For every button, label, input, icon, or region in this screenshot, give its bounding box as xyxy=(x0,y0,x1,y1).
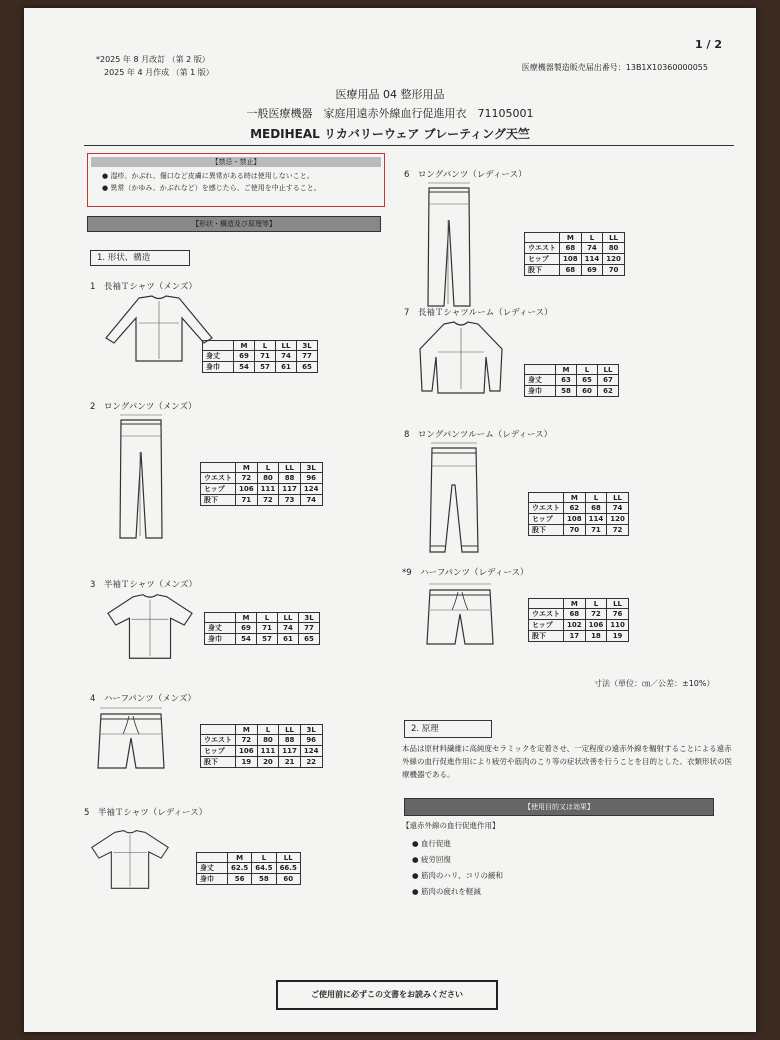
row-label: 股下 xyxy=(201,757,236,768)
table-cell: 114 xyxy=(585,514,607,525)
table-row xyxy=(529,609,629,620)
footer-notice: ご使用前に必ずこの文書をお読みください xyxy=(276,980,498,1010)
effect-list xyxy=(412,836,503,900)
table-cell: 108 xyxy=(560,254,582,265)
half-pants-icon xyxy=(96,704,166,774)
table-cell: 77 xyxy=(299,623,320,634)
garment-label: 8 ロングパンツルーム（レディース） xyxy=(404,430,553,440)
table-row xyxy=(529,631,629,642)
size-label: M xyxy=(234,341,255,351)
size-label: L xyxy=(257,463,279,473)
table-cell: 110 xyxy=(607,620,629,631)
table-cell: 96 xyxy=(300,735,322,746)
effect-item: ● 筋肉のハリ、コリの緩和 xyxy=(412,871,504,880)
size-table xyxy=(524,232,625,276)
units-note: 寸法（単位：㎝／公差：±10%） xyxy=(594,679,715,688)
garment-label: *9 ハーフパンツ（レディース） xyxy=(402,568,529,578)
table-row xyxy=(197,874,301,885)
table-cell: 72 xyxy=(236,473,258,484)
row-label: ウエスト xyxy=(525,243,560,254)
table-cell: 18 xyxy=(585,631,607,642)
table-cell: 80 xyxy=(257,473,279,484)
row-label: 股下 xyxy=(529,525,564,536)
table-cell: 60 xyxy=(276,874,300,885)
size-label: M xyxy=(564,493,586,503)
size-label: L xyxy=(257,613,278,623)
table-cell: 96 xyxy=(300,473,322,484)
size-table-wrap xyxy=(528,598,629,642)
row-label: ウエスト xyxy=(201,735,236,746)
effect-header: 【使用目的又は効果】 xyxy=(404,798,714,816)
table-cell: 57 xyxy=(257,634,278,645)
shape-header: 【形状・構造及び原理等】 xyxy=(87,216,381,232)
long-sleeve-shirt-icon xyxy=(104,292,214,364)
table-cell: 124 xyxy=(300,746,322,757)
size-table xyxy=(202,340,318,373)
size-table xyxy=(524,364,619,397)
section2-title: 2. 原理 xyxy=(404,720,492,738)
row-label: 身巾 xyxy=(197,874,228,885)
size-label: M xyxy=(236,725,258,735)
size-label: M xyxy=(560,233,582,243)
row-label: 股下 xyxy=(201,495,236,506)
size-label: M xyxy=(228,853,252,863)
table-cell: 102 xyxy=(564,620,586,631)
size-table xyxy=(200,462,323,506)
row-label: ヒップ xyxy=(201,746,236,757)
row-label: 股下 xyxy=(529,631,564,642)
table-cell: 61 xyxy=(278,634,299,645)
document-page xyxy=(24,8,756,1032)
table-row xyxy=(205,623,320,634)
size-label: M xyxy=(236,613,257,623)
garment-label: 4 ハーフパンツ（メンズ） xyxy=(90,694,197,704)
size-table xyxy=(528,492,629,536)
table-cell: 68 xyxy=(564,609,586,620)
size-header-row xyxy=(525,365,619,375)
table-cell: 66.5 xyxy=(276,863,300,874)
table-cell: 58 xyxy=(252,874,276,885)
size-label: M xyxy=(556,365,577,375)
size-table-wrap xyxy=(204,612,320,645)
table-row xyxy=(525,375,619,386)
table-cell: 69 xyxy=(236,623,257,634)
size-label: LL xyxy=(278,613,299,623)
table-cell: 17 xyxy=(564,631,586,642)
table-cell: 111 xyxy=(257,484,279,495)
table-cell: 72 xyxy=(607,525,629,536)
table-cell: 21 xyxy=(279,757,301,768)
table-cell: 117 xyxy=(279,484,301,495)
row-label: 身巾 xyxy=(525,386,556,397)
table-cell: 74 xyxy=(276,351,297,362)
size-label: L xyxy=(255,341,276,351)
table-cell: 69 xyxy=(581,265,603,276)
size-label: LL xyxy=(603,233,625,243)
table-cell: 72 xyxy=(257,495,279,506)
table-cell: 77 xyxy=(297,351,318,362)
table-cell: 72 xyxy=(236,735,258,746)
table-cell: 19 xyxy=(607,631,629,642)
size-label: L xyxy=(577,365,598,375)
size-label: L xyxy=(581,233,603,243)
warning-item: ● 湿疹、かぶれ、傷口など皮膚に異常がある時は使用しないこと。 xyxy=(102,172,314,180)
blank-cell xyxy=(201,463,236,473)
warning-title: 【禁忌・禁止】 xyxy=(91,157,381,167)
table-cell: 70 xyxy=(603,265,625,276)
table-cell: 76 xyxy=(607,609,629,620)
table-cell: 65 xyxy=(577,375,598,386)
blank-cell xyxy=(203,341,234,351)
size-label: 3L xyxy=(300,725,322,735)
effect-item: ● 血行促進 xyxy=(412,839,451,848)
size-table xyxy=(196,852,301,885)
size-table-wrap xyxy=(200,462,323,506)
table-cell: 54 xyxy=(236,634,257,645)
size-header-row xyxy=(529,493,629,503)
table-row xyxy=(203,362,318,373)
row-label: ヒップ xyxy=(201,484,236,495)
warning-item: ● 異常（かゆみ、かぶれなど）を感じたら、ご使用を中止すること。 xyxy=(102,184,321,192)
effect-subtitle: 【遠赤外線の血行促進作用】 xyxy=(402,821,500,830)
table-cell: 22 xyxy=(300,757,322,768)
device-class-line: 一般医療機器 家庭用遠赤外線血行促進用衣 71105001 xyxy=(246,107,534,120)
row-label: 身巾 xyxy=(203,362,234,373)
garment-label: 1 長袖Ｔシャツ（メンズ） xyxy=(90,282,197,292)
size-label: LL xyxy=(279,725,301,735)
table-cell: 108 xyxy=(564,514,586,525)
size-label: LL xyxy=(598,365,619,375)
size-label: LL xyxy=(607,599,629,609)
table-cell: 67 xyxy=(598,375,619,386)
table-cell: 88 xyxy=(279,735,301,746)
size-header-row xyxy=(525,233,625,243)
size-label: L xyxy=(252,853,276,863)
table-cell: 80 xyxy=(603,243,625,254)
table-cell: 68 xyxy=(585,503,607,514)
size-label: 3L xyxy=(299,613,320,623)
size-table-wrap xyxy=(196,852,301,885)
table-cell: 74 xyxy=(581,243,603,254)
table-cell: 19 xyxy=(236,757,258,768)
blank-cell xyxy=(525,365,556,375)
table-cell: 64.5 xyxy=(252,863,276,874)
table-cell: 120 xyxy=(607,514,629,525)
size-label: L xyxy=(585,599,607,609)
table-cell: 61 xyxy=(276,362,297,373)
table-cell: 71 xyxy=(585,525,607,536)
warning-box xyxy=(87,153,385,207)
table-cell: 73 xyxy=(279,495,301,506)
half-pants-icon xyxy=(424,580,496,650)
table-cell: 80 xyxy=(257,735,279,746)
product-name: MEDIHEAL リカバリーウェア ブレーティング天竺 xyxy=(250,127,530,141)
row-label: ウエスト xyxy=(529,609,564,620)
size-table xyxy=(528,598,629,642)
row-label: 身丈 xyxy=(525,375,556,386)
size-label: M xyxy=(564,599,586,609)
row-label: ヒップ xyxy=(525,254,560,265)
row-label: ウエスト xyxy=(529,503,564,514)
table-row xyxy=(525,243,625,254)
sweatshirt-icon xyxy=(416,318,506,400)
size-header-row xyxy=(201,463,323,473)
table-cell: 72 xyxy=(585,609,607,620)
table-cell: 106 xyxy=(236,484,258,495)
table-row xyxy=(201,746,323,757)
blank-cell xyxy=(529,599,564,609)
size-table xyxy=(204,612,320,645)
blank-cell xyxy=(201,725,236,735)
size-table-wrap xyxy=(200,724,323,768)
size-label: 3L xyxy=(300,463,322,473)
table-cell: 62 xyxy=(564,503,586,514)
table-row xyxy=(529,620,629,631)
long-pants-icon xyxy=(424,180,474,310)
table-cell: 71 xyxy=(236,495,258,506)
short-sleeve-shirt-icon xyxy=(90,818,170,900)
table-row xyxy=(525,265,625,276)
size-label: LL xyxy=(276,341,297,351)
approval-number: 医療機器製造販売届出番号：13B1X10360000055 xyxy=(521,63,708,72)
table-cell: 111 xyxy=(257,746,279,757)
section1-title: 1. 形状、構造 xyxy=(90,250,190,266)
table-cell: 74 xyxy=(607,503,629,514)
size-header-row xyxy=(205,613,320,623)
table-cell: 74 xyxy=(300,495,322,506)
row-label: 身巾 xyxy=(205,634,236,645)
row-label: ウエスト xyxy=(201,473,236,484)
row-label: 身丈 xyxy=(203,351,234,362)
table-row xyxy=(201,735,323,746)
table-cell: 74 xyxy=(278,623,299,634)
table-cell: 106 xyxy=(236,746,258,757)
table-cell: 70 xyxy=(564,525,586,536)
revision-note: *2025 年 8 月改訂 （第 2 版） xyxy=(96,55,210,64)
header-divider xyxy=(84,145,734,146)
effect-item: ● 筋肉の疲れを軽減 xyxy=(412,887,481,896)
table-row xyxy=(197,863,301,874)
row-label: ヒップ xyxy=(529,514,564,525)
table-cell: 62 xyxy=(598,386,619,397)
size-header-row xyxy=(529,599,629,609)
row-label: 身丈 xyxy=(205,623,236,634)
short-sleeve-shirt-icon xyxy=(106,590,194,662)
garment-label: 2 ロングパンツ（メンズ） xyxy=(90,402,197,412)
row-label: ヒップ xyxy=(529,620,564,631)
table-cell: 88 xyxy=(279,473,301,484)
table-row xyxy=(201,757,323,768)
table-cell: 60 xyxy=(577,386,598,397)
size-table-wrap xyxy=(524,364,619,397)
long-pants-icon xyxy=(116,412,166,542)
garment-label: 5 半袖Ｔシャツ（レディース） xyxy=(84,808,208,818)
created-note: 2025 年 4 月作成 （第 1 版） xyxy=(104,68,214,77)
size-table-wrap xyxy=(528,492,629,536)
page-number: 1 / 2 xyxy=(695,38,722,51)
table-cell: 58 xyxy=(556,386,577,397)
table-cell: 114 xyxy=(581,254,603,265)
size-label: 3L xyxy=(297,341,318,351)
table-cell: 69 xyxy=(234,351,255,362)
table-cell: 57 xyxy=(255,362,276,373)
table-row xyxy=(529,514,629,525)
garment-label: 6 ロングパンツ（レディース） xyxy=(404,170,527,180)
size-label: LL xyxy=(607,493,629,503)
table-cell: 124 xyxy=(300,484,322,495)
table-row xyxy=(525,254,625,265)
size-label: L xyxy=(585,493,607,503)
table-cell: 65 xyxy=(297,362,318,373)
effect-item: ● 疲労回復 xyxy=(412,855,451,864)
size-header-row xyxy=(201,725,323,735)
table-row xyxy=(201,473,323,484)
garment-label: 7 長袖Ｔシャツルーム（レディース） xyxy=(404,308,553,318)
row-label: 股下 xyxy=(525,265,560,276)
table-cell: 68 xyxy=(560,243,582,254)
table-cell: 106 xyxy=(585,620,607,631)
table-row xyxy=(529,525,629,536)
table-cell: 71 xyxy=(255,351,276,362)
table-row xyxy=(201,484,323,495)
table-row xyxy=(205,634,320,645)
size-label: LL xyxy=(279,463,301,473)
size-table-wrap xyxy=(524,232,625,276)
blank-cell xyxy=(197,853,228,863)
principle-text: 本品は原材料繊維に高純度セラミックを定着させ、一定程度の遠赤外線を輻射することによる遠赤外線の血行促進作用により疲労や筋肉のこり等の症状改善を行うことを目的とした、衣類形状の医療機器である。 xyxy=(402,744,732,779)
warning-list xyxy=(88,167,384,194)
table-row xyxy=(203,351,318,362)
row-label: 身丈 xyxy=(197,863,228,874)
table-row xyxy=(529,503,629,514)
size-label: L xyxy=(257,725,279,735)
size-header-row xyxy=(203,341,318,351)
table-cell: 20 xyxy=(257,757,279,768)
size-label: LL xyxy=(276,853,300,863)
size-table xyxy=(200,724,323,768)
garment-label: 3 半袖Ｔシャツ（メンズ） xyxy=(90,580,197,590)
table-cell: 120 xyxy=(603,254,625,265)
blank-cell xyxy=(529,493,564,503)
category-line: 医療用品 04 整形用品 xyxy=(335,88,445,101)
table-cell: 71 xyxy=(257,623,278,634)
size-label: M xyxy=(236,463,258,473)
table-cell: 62.5 xyxy=(228,863,252,874)
blank-cell xyxy=(205,613,236,623)
size-table-wrap xyxy=(202,340,318,373)
blank-cell xyxy=(525,233,560,243)
table-cell: 54 xyxy=(234,362,255,373)
table-cell: 117 xyxy=(279,746,301,757)
table-cell: 68 xyxy=(560,265,582,276)
jogger-pants-icon xyxy=(424,440,484,560)
table-row xyxy=(525,386,619,397)
table-cell: 63 xyxy=(556,375,577,386)
size-header-row xyxy=(197,853,301,863)
table-cell: 65 xyxy=(299,634,320,645)
table-cell: 56 xyxy=(228,874,252,885)
table-row xyxy=(201,495,323,506)
